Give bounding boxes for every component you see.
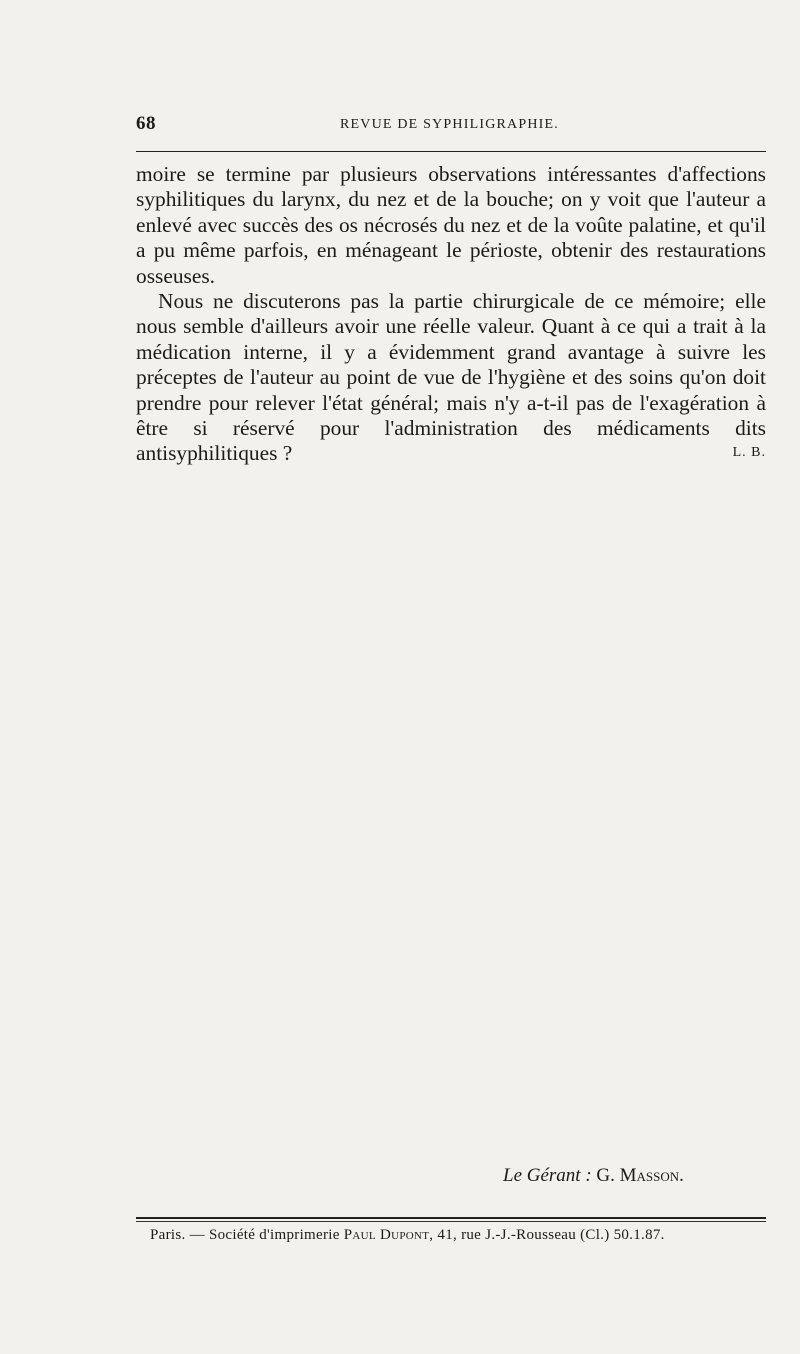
page-number: 68 (136, 113, 156, 134)
running-title: REVUE DE SYPHILIGRAPHIE. (340, 117, 559, 132)
header-rule (136, 151, 766, 152)
gerant-line (503, 1165, 684, 1187)
imprint-address: 41, rue J.-J.-Rousseau (Cl.) 50.1.87. (437, 1227, 665, 1243)
paragraph-1: moire se termine par plusieurs observations intéressantes d'affections syphilitiques du larynx, du nez et de la bouche; on y voit que l'auteur a enlevé avec succès des os nécrosés du nez et de la voûte palatine, et qu'il a pu même parfois, en ménageant le périoste, obtenir des restaurations osseuses. (136, 162, 766, 288)
imprint-printer: Paul Dupont, (343, 1227, 434, 1243)
paragraph-2 (136, 289, 766, 467)
gerant-name: G. Masson. (596, 1165, 684, 1186)
paragraph-2-text: Nous ne discuterons pas la partie chirurgicale de ce mémoire; elle nous semble d'ailleurs avoir une réelle valeur. Quant à ce qui a trait à la médication interne, il y a évidemment grand avantage à suivre les préceptes de l'auteur au point de vue de l'hygiène et des soins qu'on doit prendre pour relever l'état général; mais n'y a-t-il pas de l'exagération à être si réservé pour l'administration des médicaments dits antisyphilitiques ? (136, 289, 766, 466)
gerant-label: Le Gérant : (503, 1165, 592, 1186)
footer-rule (136, 1217, 766, 1219)
article-body (136, 162, 766, 467)
imprint-prefix: Paris. — Société d'imprimerie (150, 1227, 340, 1243)
printer-imprint (150, 1227, 665, 1244)
signature: L. B. (732, 445, 766, 461)
footer-rule-thin (136, 1221, 766, 1222)
